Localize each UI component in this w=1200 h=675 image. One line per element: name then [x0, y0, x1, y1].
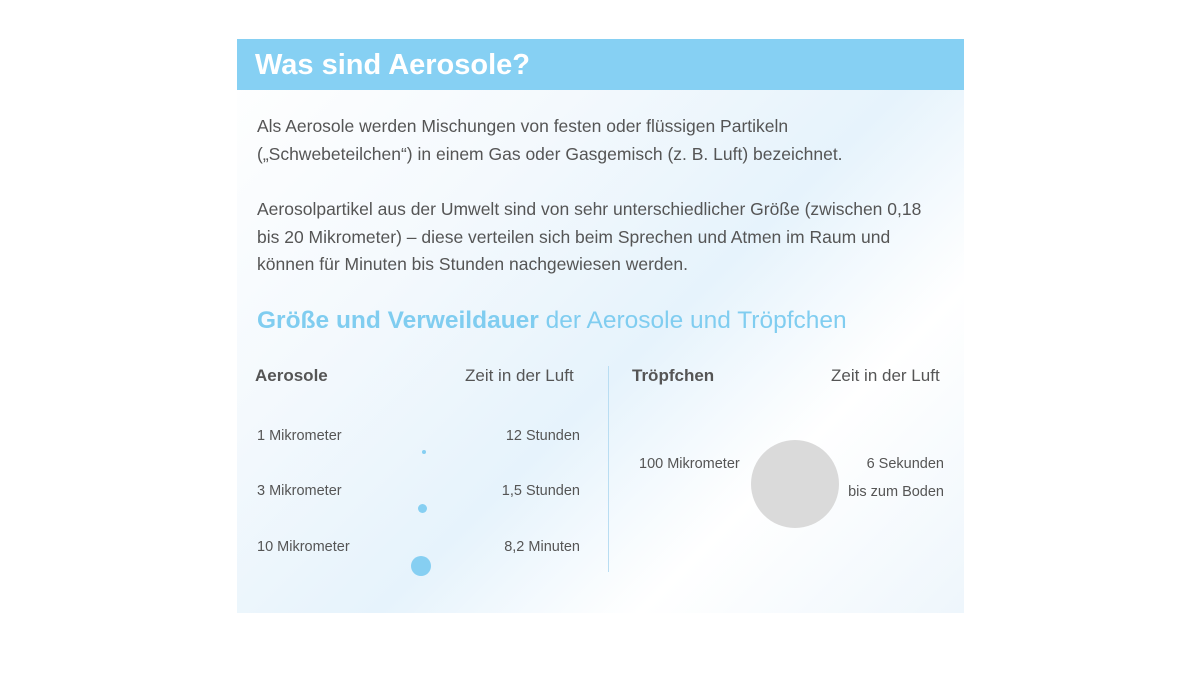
aerosol-time-1um: 12 Stunden: [505, 428, 580, 444]
aerosol-size-10um: 10 Mikrometer: [257, 539, 350, 555]
aerosol-dot-3um: [418, 504, 427, 513]
aerosole-time-heading: Zeit in der Luft: [465, 366, 574, 385]
header-bar: [237, 39, 964, 90]
intro-paragraph-2: Aerosolpartikel aus der Umwelt sind von sehr unterschiedlicher Größe (zwischen 0,18 bis 20 Mikrometer) – diese verteilen sich beim Sprechen und Atmen im Raum und können für Minuten bis Stunden nachgewiesen werden.: [257, 199, 922, 274]
aerosol-size-3um: 3 Mikrometer: [257, 483, 342, 499]
aerosol-dot-1um: [422, 450, 426, 454]
droplet-circle-100um: [751, 440, 839, 528]
intro-paragraph-1: Als Aerosole werden Mischungen von festen oder flüssigen Partikeln („Schwebeteilchen“) in einem Gas oder Gasgemisch (z. B. Luft) bezeichnet.: [257, 116, 843, 164]
droplet-size-100um: 100 Mikrometer: [639, 456, 740, 472]
section-title-rest: der Aerosole und Tröpfchen: [538, 307, 847, 334]
info-card: [237, 39, 964, 613]
aerosol-size-1um: 1 Mikrometer: [257, 428, 342, 444]
droplet-time-line-1: 6 Sekunden: [866, 456, 944, 472]
section-title-bold: Größe und Verweildauer: [257, 307, 539, 334]
aerosol-time-10um: 8,2 Minuten: [504, 539, 580, 555]
aerosol-dot-10um: [411, 556, 431, 576]
aerosole-heading: Aerosole: [255, 366, 328, 385]
page-title: Was sind Aerosole?: [255, 49, 531, 81]
troepfchen-time-heading: Zeit in der Luft: [831, 366, 940, 385]
column-divider: [608, 366, 609, 572]
troepfchen-heading: Tröpfchen: [632, 366, 715, 385]
section-title: [257, 305, 847, 337]
droplet-time-line-2: bis zum Boden: [848, 484, 944, 500]
aerosol-time-3um: 1,5 Stunden: [501, 483, 580, 499]
